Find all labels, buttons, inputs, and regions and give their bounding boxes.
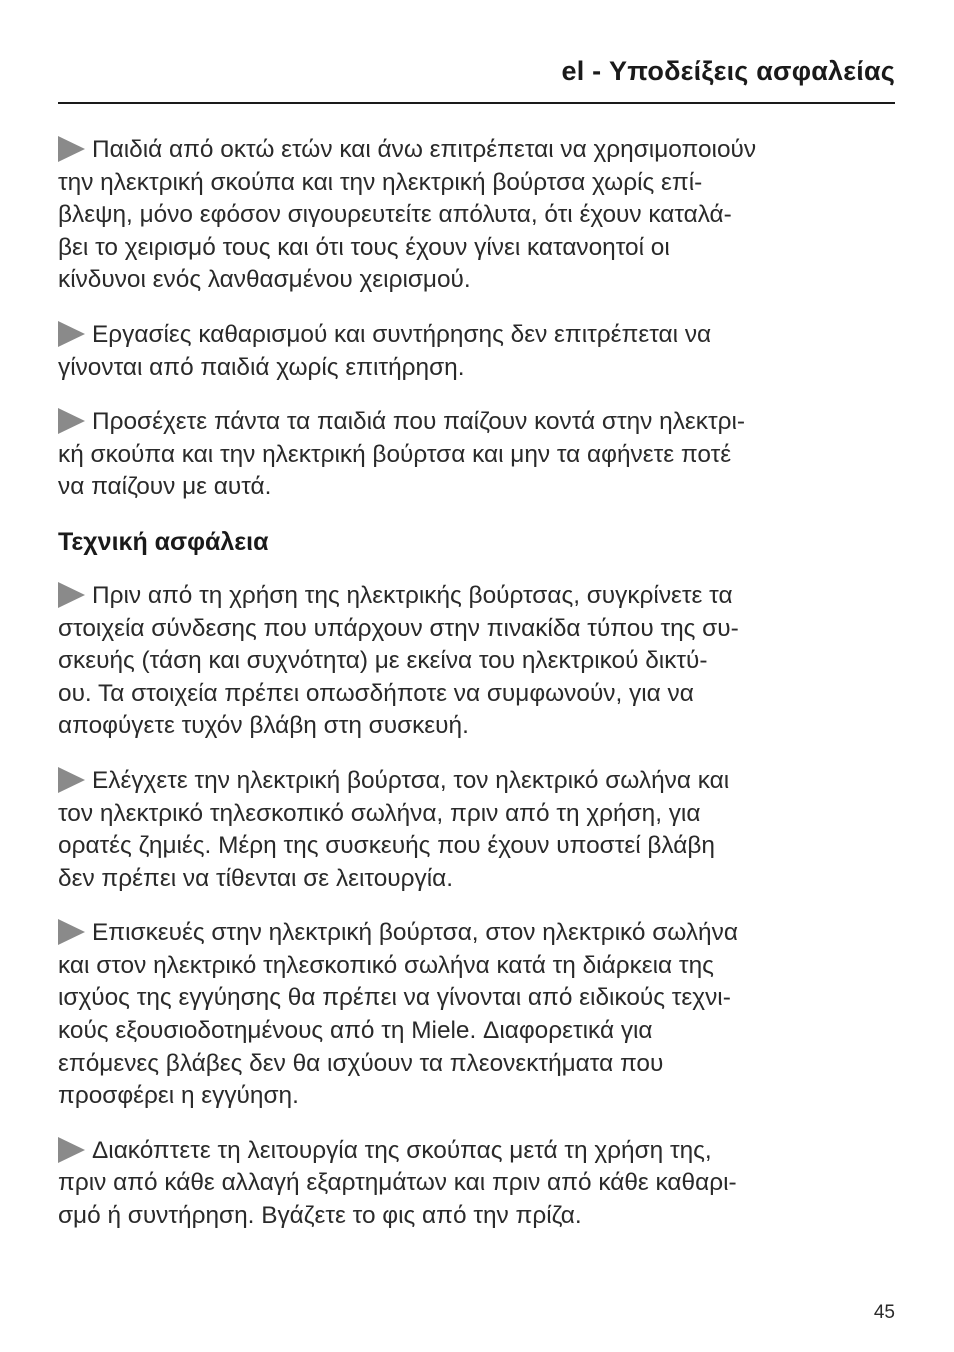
paragraph-line: ου. Τα στοιχεία πρέπει οπωσδήποτε να συμφωνούν, για να [58,679,694,707]
safety-paragraph [58,406,898,504]
safety-paragraph [58,765,898,895]
paragraph-line: και στον ηλεκτρικό τηλεσκοπικό σωλήνα κατά τη διάρκεια της [58,951,714,979]
paragraph-line: κή σκούπα και την ηλεκτρική βούρτσα και μην τα αφήνετε ποτέ [58,440,732,468]
paragraph-line-first: Επισκευές στην ηλεκτρική βούρτσα, στον ηλεκτρικό σωλήνα [58,917,898,950]
paragraph-line: σμό ή συντήρηση. Βγάζετε το φις από την πρίζα. [58,1202,582,1230]
paragraph-line-first: Πριν από τη χρήση της ηλεκτρικής βούρτσας, συγκρίνετε τα [58,580,898,613]
paragraph-line: επόμενες βλάβες δεν θα ισχύουν τα πλεονεκτήματα που [58,1049,664,1077]
triangle-right-icon [58,582,85,608]
paragraph-line: κίνδυνοι ενός λανθασμένου χειρισμού. [58,266,471,294]
paragraph-line-first: Προσέχετε πάντα τα παιδιά που παίζουν κοντά στην ηλεκτρι- [58,406,898,439]
paragraph-line-first: Διακόπτετε τη λειτουργία της σκούπας μετά τη χρήση της, [58,1135,898,1168]
triangle-right-icon [58,136,85,162]
paragraph-line: κούς εξουσιοδοτημένους από τη Miele. Διαφορετικά για [58,1017,653,1045]
paragraph-line: προσφέρει η εγγύηση. [58,1082,299,1110]
paragraph-line: πριν από κάθε αλλαγή εξαρτημάτων και πριν από κάθε καθαρι- [58,1169,737,1197]
paragraph-line: αποφύγετε τυχόν βλάβη στη συσκευή. [58,712,469,740]
paragraph-line-first: Παιδιά από οκτώ ετών και άνω επιτρέπεται να χρησιμοποιούν [58,134,898,167]
paragraph-line: γίνονται από παιδιά χωρίς επιτήρηση. [58,353,465,381]
paragraph-line: σκευής (τάση και συχνότητα) με εκείνα του ηλεκτρικού δικτύ- [58,647,708,675]
paragraph-line: δεν πρέπει να τίθενται σε λειτουργία. [58,864,453,892]
section-heading: Τεχνική ασφάλεια [58,527,269,556]
paragraph-line: βλεψη, μόνο εφόσον σιγουρευτείτε απόλυτα, ότι έχουν καταλά- [58,201,732,229]
paragraph-line: ορατές ζημιές. Μέρη της συσκευής που έχουν υποστεί βλάβη [58,832,715,860]
paragraph-line: βει το χειρισμό τους και ότι τους έχουν γίνει κατανοητοί οι [58,233,670,261]
safety-paragraph [58,917,898,1113]
safety-paragraph [58,134,898,297]
page-title: el - Υποδείξεις ασφαλείας [561,56,895,86]
paragraph-line-first: Εργασίες καθαρισμού και συντήρησης δεν επιτρέπεται να [58,319,898,352]
paragraph-line: την ηλεκτρική σκούπα και την ηλεκτρική βούρτσα χωρίς επί- [58,168,703,196]
safety-paragraph [58,580,898,743]
page-header [58,52,895,104]
paragraph-line-first: Ελέγχετε την ηλεκτρική βούρτσα, τον ηλεκτρικό σωλήνα και [58,765,898,798]
safety-paragraph [58,1135,898,1233]
triangle-right-icon [58,321,85,347]
paragraph-line: να παίζουν με αυτά. [58,473,272,501]
triangle-right-icon [58,1137,85,1163]
triangle-right-icon [58,767,85,793]
paragraph-line: τον ηλεκτρικό τηλεσκοπικό σωλήνα, πριν από τη χρήση, για [58,799,701,827]
triangle-right-icon [58,919,85,945]
page-number: 45 [873,1302,895,1323]
triangle-right-icon [58,408,85,434]
page-content [58,134,898,1255]
paragraph-line: ισχύος της εγγύησης θα πρέπει να γίνονται από ειδικούς τεχνι- [58,984,731,1012]
paragraph-line: στοιχεία σύνδεσης που υπάρχουν στην πινακίδα τύπου της συ- [58,614,739,642]
safety-paragraph [58,319,898,384]
